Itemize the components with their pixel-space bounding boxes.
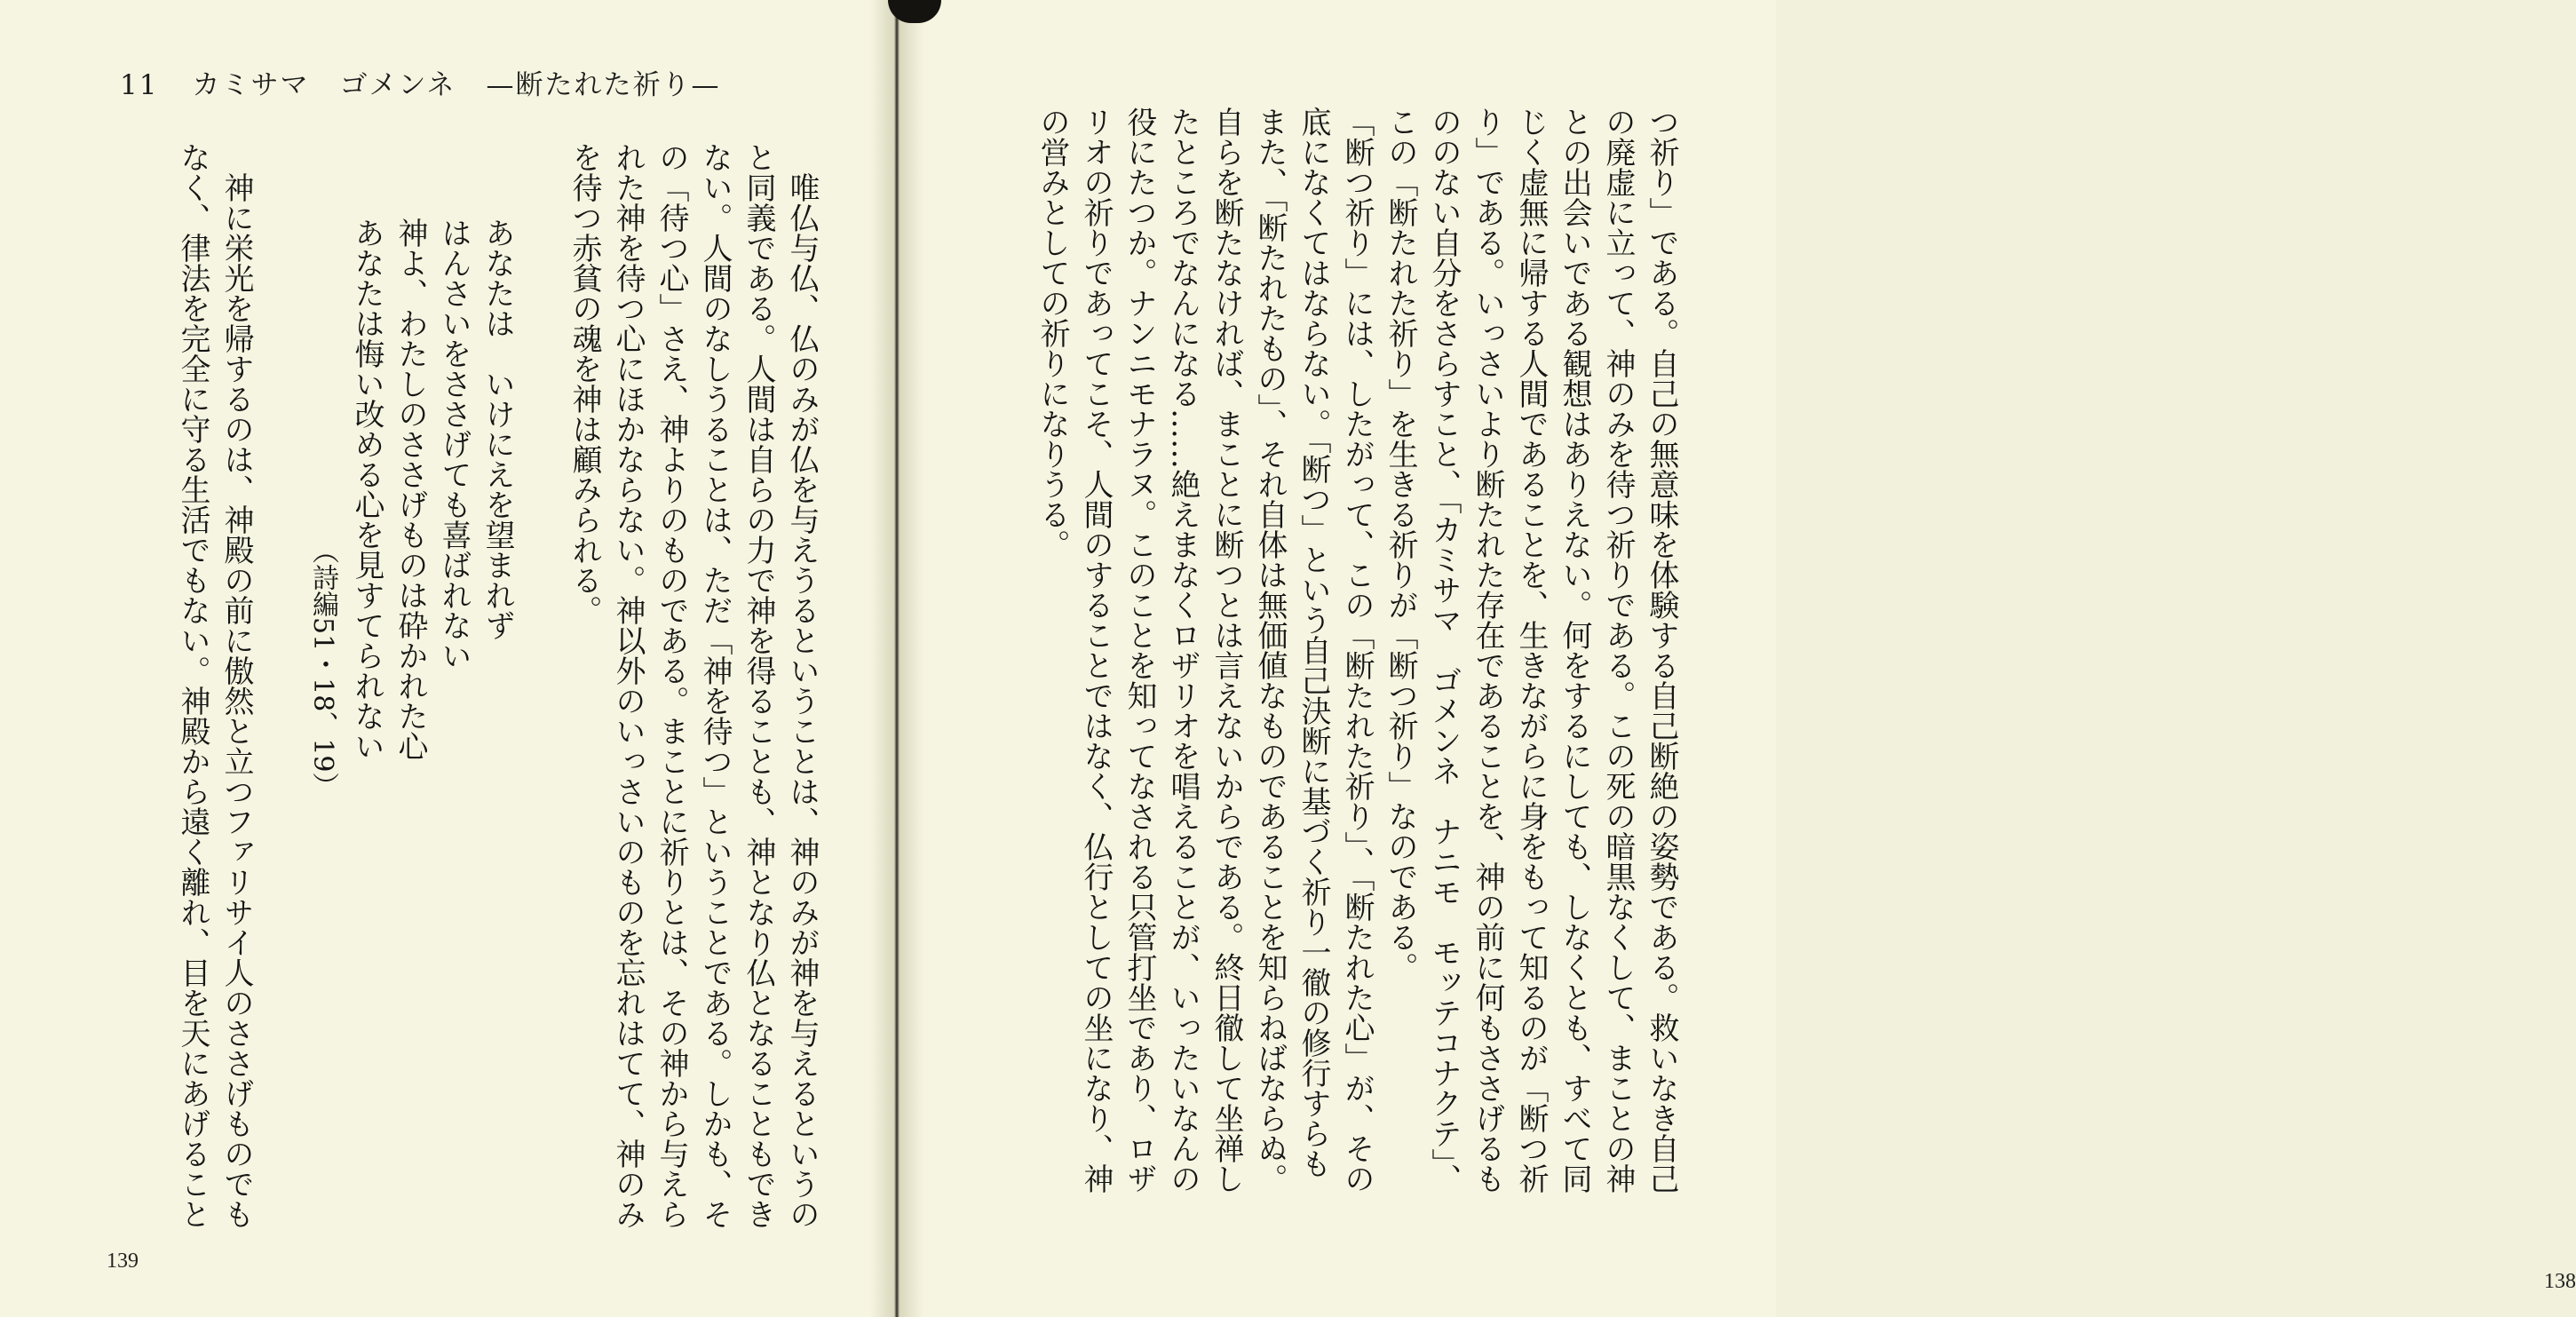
book-gutter: [870, 0, 923, 1317]
chapter-subtitle: —断たれた祈り—: [486, 69, 721, 101]
text-line: なく、律法を完全に守る生活でもない。神殿から遠く離れ、目を天にあげること: [175, 142, 210, 1229]
page-number-right: 138: [2544, 1270, 2576, 1293]
text-line: 神に栄光を帰するのは、神殿の前に傲然と立つファリサイ人のささげものでも: [218, 172, 254, 1229]
poem-line: はんさいをささげても喜ばれない: [436, 218, 472, 670]
text-line: 「断つ祈り」には、したがって、この「断たれた祈り」、「断たれた心」が、その: [1339, 107, 1375, 1194]
text-line: れた神を待つ心にほかならない。神以外のいっさいのものを忘れはてて、神のみ: [610, 142, 646, 1229]
text-line: じく虚無に帰する人間であることを、生きながらに身をもって知るのが「断つ祈: [1513, 107, 1549, 1194]
text-line: の廃虚に立って、神のみを待つ祈りである。この死の暗黒なくして、まことの神: [1600, 107, 1636, 1194]
chapter-number: 11: [120, 69, 159, 101]
text-line: また、「断たれたもの」、それ自体は無価値なものであることを知らねばならぬ。: [1252, 107, 1288, 1194]
text-line: との出会いである観想はありえない。何をするにしても、しなくとも、すべて同: [1557, 107, 1592, 1194]
blank-line: [519, 142, 562, 1252]
chapter-title-main: カミサマ: [192, 69, 310, 101]
chapter-title-sub: ゴメンネ: [339, 69, 456, 101]
text-line: 底になくてはならない。「断つ」という自己決断に基づく祈り一徹の修行すらも: [1296, 107, 1331, 1178]
text-line: と同義である。人間は自らの力で神を得ることも、神となり仏となることもでき: [741, 142, 776, 1229]
left-page: [0, 0, 901, 1317]
right-body-text: [1030, 107, 1683, 1261]
text-line: 自らを断たなければ、まことに断つとは言えないからである。終日徹して坐禅し: [1209, 107, 1244, 1194]
page-number-left: 139: [107, 1250, 139, 1273]
text-line: 役にたつか。ナンニモナラヌ。このことを知ってなされる只管打坐であり、ロザ: [1122, 107, 1157, 1194]
text-line: 唯仏与仏、仏のみが仏を与えうるということは、神のみが神を与えるというの: [784, 172, 820, 1229]
text-line: リオの祈りであってこそ、人間のすることではなく、仏行としての坐になり、神: [1078, 107, 1114, 1194]
poem-line: あなたは悔い改める心を見すてられない: [349, 218, 384, 761]
poem-line: あなたは いけにえを望まれず: [480, 218, 515, 640]
poem-line: 神よ、わたしのささげものは砕かれた心: [392, 218, 428, 761]
right-page: [906, 0, 2576, 1317]
text-line: つ祈り」である。自己の無意味を体験する自己断絶の姿勢である。救いなき自己: [1644, 107, 1679, 1194]
text-line: の「待つ心」さえ、神よりのものである。まことに祈りとは、その神から与えら: [654, 142, 689, 1229]
text-line: たところでなんになる……絶えまなくロザリオを唱えることが、いったいなんの: [1165, 107, 1201, 1194]
blank-line: [258, 142, 301, 1252]
text-line: を待つ赤貧の魂を神は顧みられる。: [567, 142, 602, 625]
text-line: の営みとしての祈りになりうる。: [1034, 107, 1070, 559]
text-line: ののない自分をさらすこと、「カミサマ ゴメンネ ナニモ モッテコナクテ」、: [1426, 107, 1462, 1194]
text-line: り」である。いっさいより断たれた存在であることを、神の前に何もささげるも: [1470, 107, 1505, 1194]
left-body-text: [170, 142, 823, 1252]
text-line: この「断たれた祈り」を生きる祈りが「断つ祈り」なのである。: [1383, 107, 1418, 982]
poem-citation: （詩編51・18、19）: [307, 537, 338, 799]
text-line: ない。人間のなしうることは、ただ「神を待つ」ということである。しかも、そ: [697, 142, 733, 1229]
running-header: [120, 62, 721, 102]
